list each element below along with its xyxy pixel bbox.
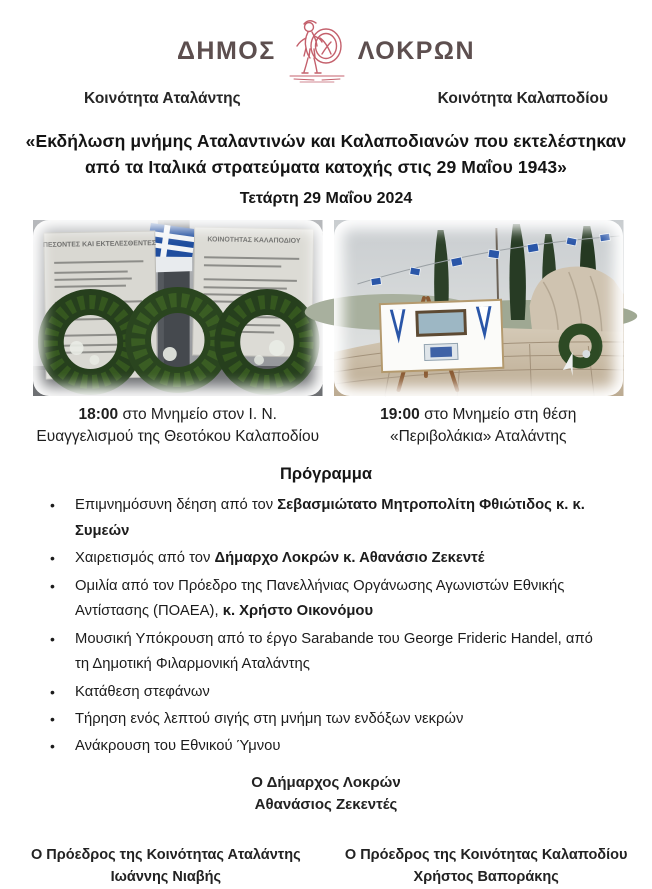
program-item-text: Τήρηση ενός λεπτού σιγής στη μνήμη των ενδόξων νεκρών <box>75 710 464 727</box>
community-kalapodi-label: Κοινότητα Καλαποδίου <box>437 90 608 107</box>
event-title <box>0 128 652 181</box>
caption-left-line2: Ευαγγελισμού της Θεοτόκου Καλαποδίου <box>36 427 320 445</box>
plaque-title-right: ΚΟΙΝΟΤΗΤΑΣ ΚΑΛΑΠΟΔΙΟΥ <box>207 235 301 245</box>
program-item <box>48 734 608 759</box>
mayor-title: Ο Δήμαρχος Λοκρών <box>251 773 401 791</box>
plaque-title-left: ΠΕΣΟΝΤΕΣ ΚΑΙ ΕΚΤΕΛΕΣΘΕΝΤΕΣ <box>42 239 157 249</box>
caption-left-time: 18:00 <box>78 405 119 423</box>
president-kalapodi-signature <box>338 844 634 889</box>
president-kalapodi-name: Χρήστος Βαποράκης <box>413 869 559 886</box>
bullet-icon: • <box>50 630 55 647</box>
program-item <box>48 680 608 705</box>
president-atalanti-signature <box>18 844 314 889</box>
memorial-photo-left-art <box>33 220 323 396</box>
caption-right-time: 19:00 <box>380 405 420 423</box>
caption-right-line1: στο Μνημείο στη θέση <box>419 405 577 423</box>
caption-row <box>33 404 623 449</box>
program-item-text: Κατάθεση στεφάνων <box>75 683 210 700</box>
program-item <box>48 627 608 678</box>
program-item-text: Χαιρετισμός από τον <box>75 550 215 567</box>
caption-right-line2: «Περιβολάκια» Αταλάντης <box>389 427 567 445</box>
memorial-photo-right-art <box>334 220 624 396</box>
community-atalanti-label: Κοινότητα Αταλάντης <box>84 90 241 107</box>
bullet-icon: • <box>50 683 55 700</box>
mayor-signature <box>0 772 652 817</box>
event-date: Τετάρτη 29 Μαΐου 2024 <box>239 189 413 207</box>
bullet-icon: • <box>50 738 55 755</box>
program-item-bold: Σεβασμιώτατο Μητροπολίτη Φθιώτιδος κ. κ. Συμεών <box>75 497 585 539</box>
event-title-line2: από τα Ιταλικά στρατεύματα κατοχής στις 29 Μαΐου 1943» <box>84 157 568 178</box>
memorial-photo-right <box>334 220 624 396</box>
president-atalanti-name: Ιωάννης Νιαβής <box>110 869 222 886</box>
bullet-icon: • <box>50 550 55 567</box>
mayor-name: Αθανάσιος Ζεκεντές <box>254 796 398 814</box>
caption-left <box>33 404 323 449</box>
president-kalapodi-title: Ο Πρόεδρος της Κοινότητας Καλαποδίου <box>344 846 628 863</box>
municipality-logo <box>0 0 652 86</box>
logo-text-left: ΔΗΜΟΣ <box>176 36 276 65</box>
memorial-photo-left <box>33 220 323 396</box>
program-item <box>48 574 608 625</box>
program-item <box>48 546 608 571</box>
program-heading: Πρόγραμμα <box>279 465 373 484</box>
locrian-warrior-emblem-icon <box>286 18 348 84</box>
program-item <box>48 707 608 732</box>
program-item-text: Ανάκρουση του Εθνικού Ύμνου <box>75 738 281 755</box>
program-item-text: Ομιλία από τον Πρόεδρο της Πανελλήνιας Οργάνωσης Αγωνιστών Εθνικής Αντίστασης (ΠΟΑΕΑ), <box>75 577 565 620</box>
communities-row <box>0 86 652 108</box>
president-atalanti-title: Ο Πρόεδρος της Κοινότητας Αταλάντης <box>31 846 301 863</box>
presidents-row <box>18 844 634 889</box>
program-item-text: Επιμνημόσυνη δέηση από τον <box>75 497 278 514</box>
photo-row <box>33 220 623 396</box>
event-title-line1: «Εκδήλωση μνήμης Αταλαντινών και Καλαποδιανών που εκτελέστηκαν <box>25 131 627 151</box>
program-item-text: Μουσική Υπόκρουση από το έργο Sarabande του George Frideric Handel, από τη Δημοτική Φιλαρμονική Αταλάντης <box>75 630 593 673</box>
program-item-bold: Δήμαρχο Λοκρών κ. Αθανάσιο Ζεκεντέ <box>214 550 485 567</box>
program-item <box>48 493 608 544</box>
logo-text-right: ΛΟΚΡΩΝ <box>357 36 476 65</box>
program-item-bold: κ. Χρήστο Οικονόμου <box>222 603 374 620</box>
bullet-icon: • <box>50 497 55 514</box>
caption-left-line1: στο Μνημείο στον Ι. Ν. <box>118 405 277 423</box>
program-list <box>48 493 608 759</box>
bullet-icon: • <box>50 710 55 727</box>
caption-right <box>334 404 624 449</box>
bullet-icon: • <box>50 577 55 594</box>
